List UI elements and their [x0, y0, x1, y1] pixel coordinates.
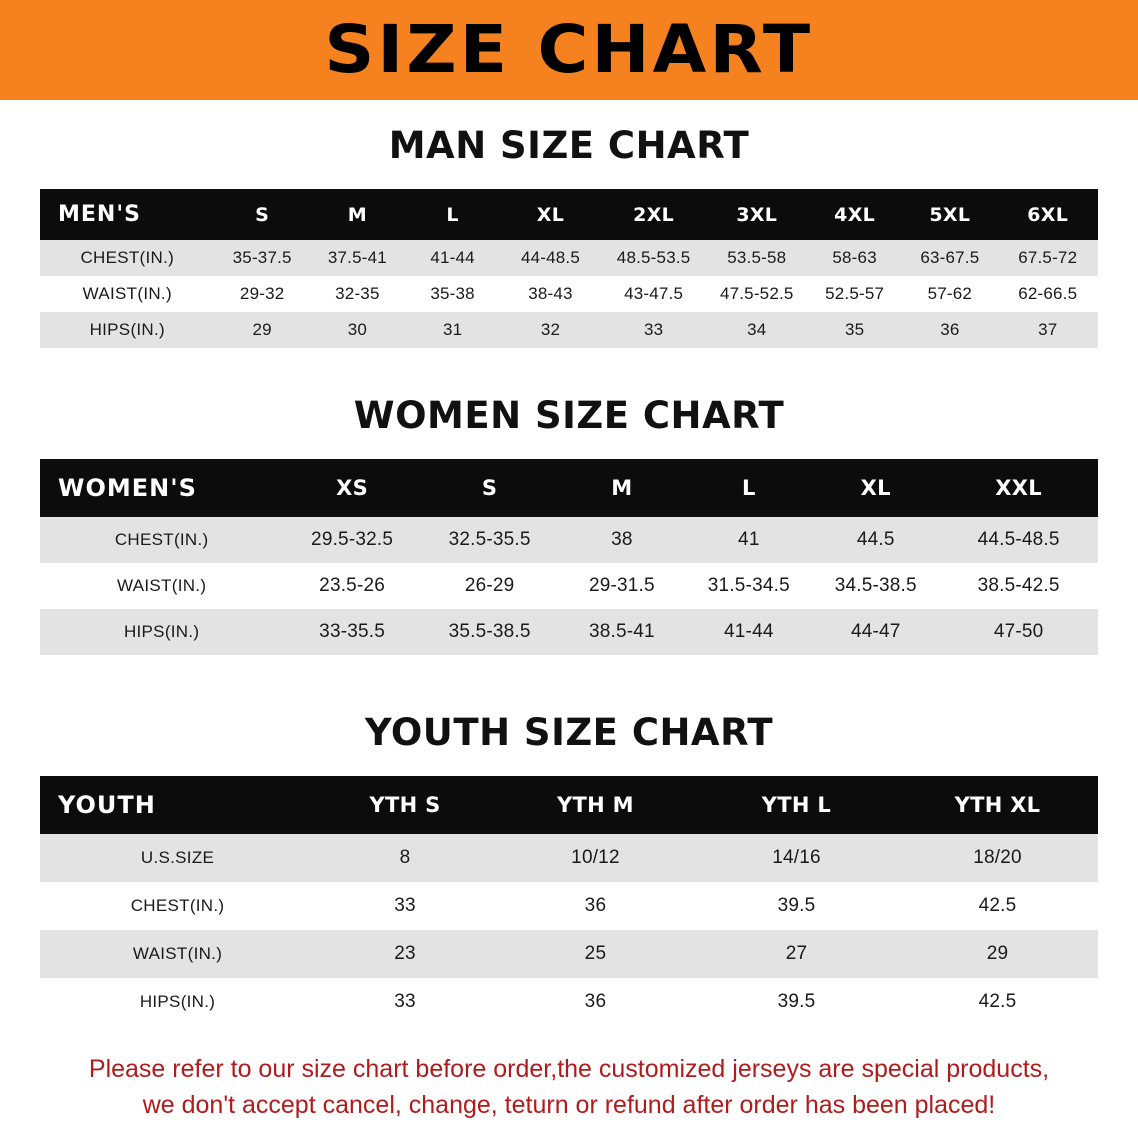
- table-row: [40, 240, 1098, 276]
- row-label: WAIST(IN.): [40, 563, 283, 609]
- table-row: [40, 834, 1098, 882]
- table-cell: 30: [310, 312, 405, 348]
- table-cell: 42.5: [897, 882, 1098, 930]
- table-row: [40, 517, 1098, 563]
- table-cell: 23.5-26: [283, 563, 421, 609]
- column-header: YTH S: [315, 776, 495, 834]
- table-cell: 43-47.5: [601, 276, 707, 312]
- table-row: [40, 312, 1098, 348]
- table-cell: 44.5: [812, 517, 939, 563]
- table-cell: 35.5-38.5: [421, 609, 559, 655]
- column-header: XL: [500, 189, 601, 240]
- table-cell: 47-50: [939, 609, 1098, 655]
- disclaimer-note: [38, 1052, 1100, 1123]
- table-cell: 26-29: [421, 563, 559, 609]
- table-cell: 35: [807, 312, 902, 348]
- table-cell: 38.5-42.5: [939, 563, 1098, 609]
- row-label: WAIST(IN.): [40, 930, 315, 978]
- table-cell: 31.5-34.5: [685, 563, 812, 609]
- row-label: HIPS(IN.): [40, 609, 283, 655]
- table-cell: 10/12: [495, 834, 696, 882]
- column-header: M: [558, 459, 685, 517]
- table-cell: 44-48.5: [500, 240, 601, 276]
- table-cell: 36: [902, 312, 997, 348]
- women-size-table: [40, 459, 1098, 655]
- table-cell: 32-35: [310, 276, 405, 312]
- table-cell: 35-38: [405, 276, 500, 312]
- disclaimer-line-2: we don't accept cancel, change, teturn or refund after order has been placed!: [142, 1090, 996, 1119]
- column-header: YOUTH: [40, 776, 315, 834]
- table-cell: 41: [685, 517, 812, 563]
- youth-size-table: [40, 776, 1098, 1026]
- table-cell: 62-66.5: [997, 276, 1098, 312]
- youth-section-heading: YOUTH SIZE CHART: [364, 711, 774, 754]
- table-cell: 67.5-72: [997, 240, 1098, 276]
- row-label: CHEST(IN.): [40, 882, 315, 930]
- table-cell: 29: [897, 930, 1098, 978]
- table-cell: 18/20: [897, 834, 1098, 882]
- column-header: 6XL: [997, 189, 1098, 240]
- table-cell: 39.5: [696, 882, 897, 930]
- women-section-heading: WOMEN SIZE CHART: [353, 394, 785, 437]
- table-cell: 32.5-35.5: [421, 517, 559, 563]
- table-row: [40, 978, 1098, 1026]
- table-header-row: [40, 189, 1098, 240]
- table-cell: 42.5: [897, 978, 1098, 1026]
- man-section-heading: MAN SIZE CHART: [388, 124, 750, 167]
- column-header: XS: [283, 459, 421, 517]
- table-cell: 35-37.5: [215, 240, 310, 276]
- table-cell: 33: [315, 882, 495, 930]
- column-header: S: [215, 189, 310, 240]
- table-cell: 31: [405, 312, 500, 348]
- table-row: [40, 930, 1098, 978]
- table-cell: 37: [997, 312, 1098, 348]
- column-header: 2XL: [601, 189, 707, 240]
- table-cell: 32: [500, 312, 601, 348]
- table-cell: 29-32: [215, 276, 310, 312]
- column-header: L: [405, 189, 500, 240]
- table-cell: 8: [315, 834, 495, 882]
- table-row: [40, 609, 1098, 655]
- row-label: HIPS(IN.): [40, 978, 315, 1026]
- table-row: [40, 276, 1098, 312]
- table-cell: 33-35.5: [283, 609, 421, 655]
- table-cell: 44-47: [812, 609, 939, 655]
- row-label: WAIST(IN.): [40, 276, 215, 312]
- column-header: YTH XL: [897, 776, 1098, 834]
- table-cell: 38-43: [500, 276, 601, 312]
- row-label: CHEST(IN.): [40, 517, 283, 563]
- table-cell: 38.5-41: [558, 609, 685, 655]
- column-header: M: [310, 189, 405, 240]
- column-header: WOMEN'S: [40, 459, 283, 517]
- table-cell: 34: [707, 312, 808, 348]
- table-cell: 38: [558, 517, 685, 563]
- table-cell: 29-31.5: [558, 563, 685, 609]
- man-size-table: [40, 189, 1098, 348]
- table-cell: 33: [601, 312, 707, 348]
- table-cell: 63-67.5: [902, 240, 997, 276]
- table-cell: 52.5-57: [807, 276, 902, 312]
- table-cell: 39.5: [696, 978, 897, 1026]
- table-row: [40, 882, 1098, 930]
- column-header: L: [685, 459, 812, 517]
- table-cell: 48.5-53.5: [601, 240, 707, 276]
- table-cell: 36: [495, 882, 696, 930]
- women-table-wrap: [0, 459, 1138, 655]
- table-cell: 37.5-41: [310, 240, 405, 276]
- column-header: MEN'S: [40, 189, 215, 240]
- table-row: [40, 563, 1098, 609]
- table-cell: 23: [315, 930, 495, 978]
- table-header-row: [40, 776, 1098, 834]
- row-label: CHEST(IN.): [40, 240, 215, 276]
- table-cell: 29.5-32.5: [283, 517, 421, 563]
- table-cell: 33: [315, 978, 495, 1026]
- page-banner: [0, 0, 1138, 100]
- table-cell: 47.5-52.5: [707, 276, 808, 312]
- table-cell: 36: [495, 978, 696, 1026]
- page-title: SIZE CHART: [324, 11, 814, 88]
- table-cell: 41-44: [405, 240, 500, 276]
- table-cell: 53.5-58: [707, 240, 808, 276]
- table-cell: 14/16: [696, 834, 897, 882]
- row-label: HIPS(IN.): [40, 312, 215, 348]
- row-label: U.S.SIZE: [40, 834, 315, 882]
- table-cell: 41-44: [685, 609, 812, 655]
- table-cell: 58-63: [807, 240, 902, 276]
- column-header: 3XL: [707, 189, 808, 240]
- column-header: 5XL: [902, 189, 997, 240]
- man-table-wrap: [0, 189, 1138, 348]
- column-header: 4XL: [807, 189, 902, 240]
- column-header: YTH M: [495, 776, 696, 834]
- table-header-row: [40, 459, 1098, 517]
- table-cell: 27: [696, 930, 897, 978]
- youth-table-wrap: [0, 776, 1138, 1026]
- disclaimer-line-1: Please refer to our size chart before order,the customized jerseys are special products,: [88, 1055, 1050, 1083]
- column-header: S: [421, 459, 559, 517]
- column-header: XXL: [939, 459, 1098, 517]
- table-cell: 29: [215, 312, 310, 348]
- column-header: YTH L: [696, 776, 897, 834]
- table-cell: 44.5-48.5: [939, 517, 1098, 563]
- table-cell: 34.5-38.5: [812, 563, 939, 609]
- column-header: XL: [812, 459, 939, 517]
- table-cell: 25: [495, 930, 696, 978]
- table-cell: 57-62: [902, 276, 997, 312]
